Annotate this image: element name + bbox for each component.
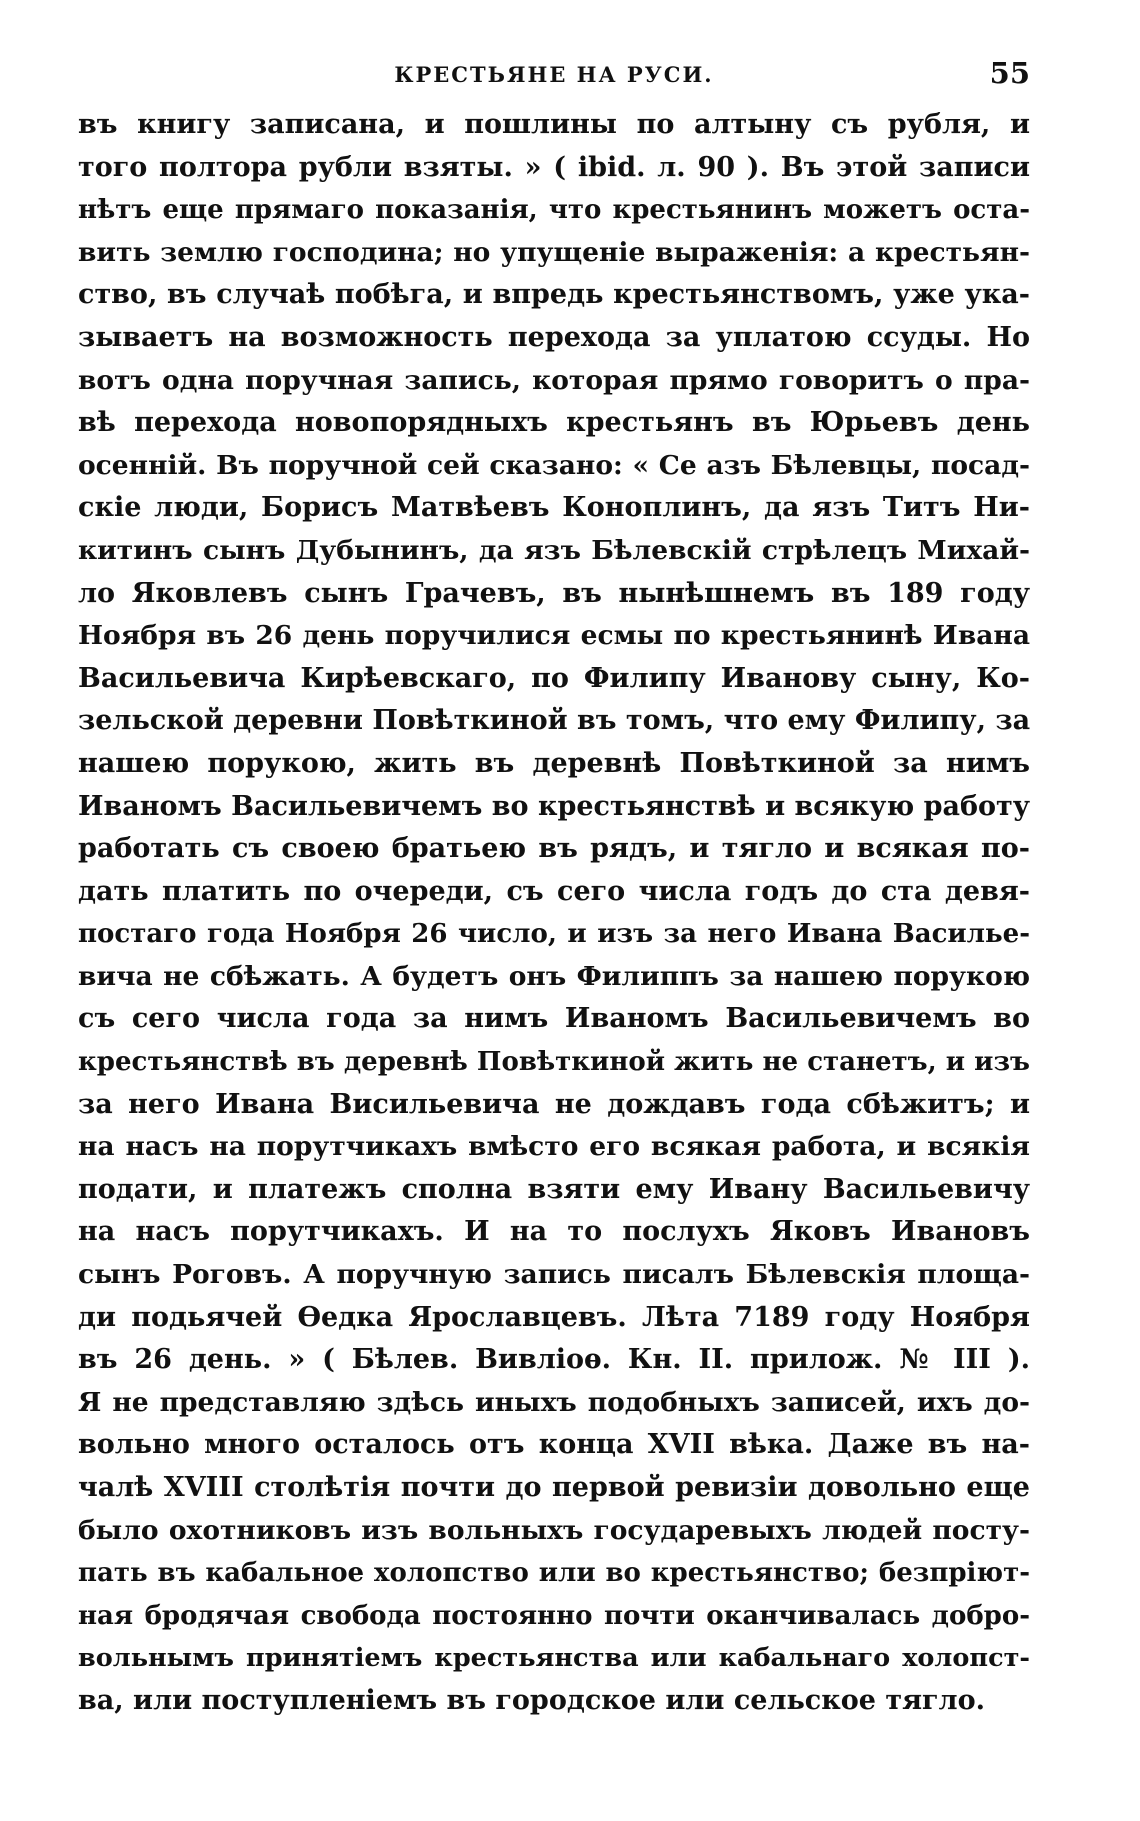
text-line-2: того полтора рубли взяты. » ( ibid. л. 90 ). Въ этой записи [78, 151, 1030, 183]
text-line-38: ва, или поступленіемъ въ городское или сельское тягло. [78, 1684, 986, 1716]
text-line-8: вѣ перехода новопорядныхъ крестьянъ въ Юрьевъ день [78, 407, 1030, 439]
text-line-36: ная бродячая свобода постоянно почти оканчивалась добро- [78, 1600, 1030, 1631]
body-text [78, 104, 1030, 1723]
text-line-6: зываетъ на возможность перехода за уплатою ссуды. Но [78, 321, 1030, 353]
text-line-11: китинъ сынъ Дубынинъ, да язъ Бѣлевскій стрѣлецъ Михай- [78, 534, 1030, 566]
running-head [78, 56, 1030, 96]
text-line-33: чалѣ XVIII столѣтія почти до первой ревизіи довольно еще [78, 1472, 1030, 1503]
text-line-28: сынъ Роговъ. А поручную запись писалъ Бѣлевскія площа- [78, 1259, 1030, 1291]
text-line-37: вольнымъ принятіемъ крестьянства или кабальнаго холопст- [78, 1643, 1030, 1674]
text-line-3: нѣтъ еще прямаго показанія, что крестьянинъ можетъ оста- [78, 195, 1030, 226]
text-line-30: въ 26 день. » ( Бѣлев. Вивліоѳ. Кн. II. прилож. № III ). [78, 1344, 1030, 1376]
text-line-18: работать съ своею братьею въ рядъ, и тягло и всякая по- [78, 833, 1030, 865]
text-line-4: вить землю господина; но упущеніе выраженія: а крестьян- [78, 236, 1030, 268]
text-line-15: зельской деревни Повѣткиной въ томъ, что ему Филипу, за [78, 705, 1031, 737]
text-line-22: съ сего числа года за нимъ Иваномъ Васильевичемъ во [78, 1003, 1030, 1035]
text-line-9: осенній. Въ поручной сей сказано: « Се азъ Бѣлевцы, посад- [78, 449, 1030, 481]
text-line-13: Ноября въ 26 день поручилися есмы по крестьянинѣ Ивана [78, 620, 1030, 652]
text-line-26: подати, и платежъ сполна взяти ему Ивану Васильевичу [78, 1173, 1030, 1205]
page-number: 55 [989, 56, 1030, 90]
text-line-29: ди подьячей Ѳедка Ярославцевъ. Лѣта 7189 году Ноября [78, 1301, 1030, 1333]
text-line-32: вольно много осталось отъ конца XVII вѣка. Даже въ на- [78, 1429, 1030, 1461]
text-line-34: было охотниковъ изъ вольныхъ государевыхъ людей посту- [78, 1514, 1030, 1546]
text-line-21: вича не сбѣжать. А будетъ онъ Филиппъ за нашею порукою [78, 960, 1030, 992]
text-line-23: крестьянствѣ въ деревнѣ Повѣткиной жить не станетъ, и изъ [78, 1047, 1030, 1078]
text-line-27: на насъ порутчикахъ. И на то послухъ Яковъ Ивановъ [78, 1216, 1030, 1248]
text-line-24: за него Ивана Висильевича не дождавъ года сбѣжитъ; и [78, 1088, 1030, 1120]
text-line-20: постаго года Ноября 26 число, и изъ за него Ивана Василье- [78, 919, 1030, 950]
text-line-19: дать платить по очереди, съ сего числа годъ до ста девя- [78, 875, 1030, 907]
text-line-10: скіе люди, Борисъ Матвѣевъ Коноплинъ, да язъ Титъ Ни- [78, 492, 1030, 524]
text-line-17: Иваномъ Васильевичемъ во крестьянствѣ и всякую работу [78, 790, 1030, 822]
book-page [78, 56, 1030, 1786]
text-line-1: въ книгу записана, и пошлины по алтыну съ рубля, и [78, 109, 1030, 140]
text-line-14: Васильевича Кирѣевскаго, по Филипу Иванову сыну, Ко- [78, 662, 1030, 694]
text-line-16: нашею порукою, жить въ деревнѣ Повѣткиной за нимъ [78, 747, 1030, 779]
text-line-12: ло Яковлевъ сынъ Грачевъ, въ нынѣшнемъ въ 189 году [78, 577, 1030, 609]
text-line-25: на насъ на порутчикахъ вмѣсто его всякая работа, и всякія [78, 1131, 1030, 1163]
text-line-7: вотъ одна поручная запись, которая прямо говоритъ о пра- [78, 364, 1030, 396]
text-line-35: пать въ кабальное холопство или во крестьянство; безпріют- [78, 1558, 1030, 1589]
text-line-5: ство, въ случаѣ побѣга, и впредь крестьянствомъ, уже ука- [78, 279, 1030, 311]
running-title: КРЕСТЬЯНЕ НА РУСИ. [394, 62, 714, 87]
text-line-31: Я не представляю здѣсь иныхъ подобныхъ записей, ихъ до- [78, 1386, 1030, 1418]
